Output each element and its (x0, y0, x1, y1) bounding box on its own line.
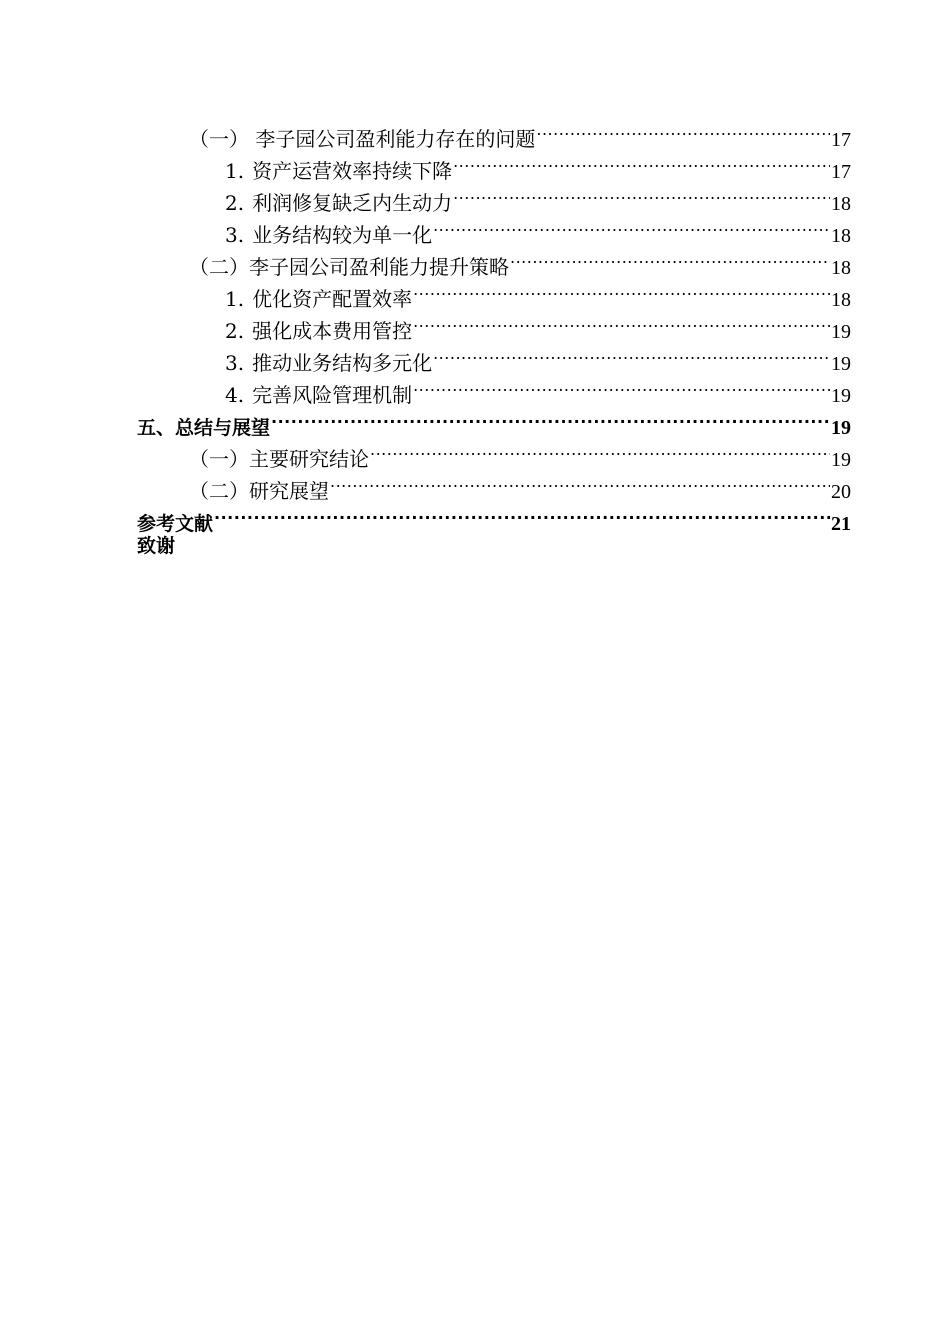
toc-entry-number: 3. (225, 351, 245, 375)
toc-entry-text: 强化成本费用管控 (252, 319, 413, 343)
toc-entry-acknowledgements[interactable] (137, 530, 851, 562)
toc-page-number: 19 (831, 385, 851, 407)
toc-entry-title (225, 347, 432, 379)
toc-entry-text: 完善风险管理机制 (252, 383, 413, 407)
toc-entry-title: 致谢 (137, 535, 176, 557)
toc-entry-title: 五、总结与展望 (137, 417, 271, 439)
toc-dot-leader (433, 338, 830, 370)
toc-page-number: 18 (831, 225, 851, 247)
toc-entry-number: 4. (225, 383, 245, 407)
toc-entry-text: 推动业务结构多元化 (252, 351, 433, 375)
toc-page-number: 18 (831, 257, 851, 279)
toc-page-number: 18 (831, 289, 851, 311)
toc-entry-text: 资产运营效率持续下降 (252, 159, 453, 183)
toc-entry-title (225, 283, 412, 315)
toc-entry-title: （一）主要研究结论 (189, 447, 369, 471)
toc-entry-text: 业务结构较为单一化 (252, 223, 433, 247)
toc-entry-number: 2. (225, 191, 245, 215)
toc-page-number: 17 (831, 161, 851, 183)
toc-dot-leader (536, 114, 830, 146)
toc-entry-text: 优化资产配置效率 (252, 287, 413, 311)
toc-entry-number: 2. (225, 319, 245, 343)
toc-page-number: 19 (831, 353, 851, 375)
toc-dot-leader (433, 210, 830, 242)
toc-entry-number: 1. (225, 159, 245, 183)
toc-dot-leader (370, 434, 830, 466)
toc-page-number: 18 (831, 193, 851, 215)
toc-page-number: 19 (831, 321, 851, 343)
toc-dot-leader (510, 242, 830, 274)
toc-page-number: 19 (831, 417, 851, 439)
toc-entry-number: 1. (225, 287, 245, 311)
toc-entry-title: （二）研究展望 (189, 479, 329, 503)
toc-entry-title (225, 219, 432, 251)
table-of-contents (137, 114, 851, 562)
toc-dot-leader (271, 402, 830, 434)
toc-dot-leader (453, 146, 830, 178)
toc-entry-title: （二）李子园公司盈利能力提升策略 (189, 255, 509, 279)
toc-entry-references[interactable] (137, 498, 851, 535)
toc-entry-number: 3. (225, 223, 245, 247)
toc-entry-title (225, 155, 452, 187)
toc-entry-problems[interactable] (137, 114, 851, 151)
toc-dot-leader (453, 178, 830, 210)
toc-entry-text: 利润修复缺乏内生动力 (252, 191, 453, 215)
toc-entry-title (225, 315, 412, 347)
toc-dot-leader (413, 306, 830, 338)
toc-dot-leader (413, 274, 830, 306)
toc-entry-title: 参考文献 (137, 513, 214, 535)
toc-dot-leader (214, 498, 830, 530)
toc-dot-leader (330, 466, 830, 498)
toc-page-number: 19 (831, 449, 851, 471)
toc-page-number: 21 (831, 513, 851, 535)
toc-entry-title: （一） 李子园公司盈利能力存在的问题 (189, 127, 536, 151)
toc-entry-title (225, 187, 452, 219)
toc-dot-leader (413, 370, 830, 402)
toc-page-number: 20 (831, 481, 851, 503)
toc-page-number: 17 (831, 129, 851, 151)
